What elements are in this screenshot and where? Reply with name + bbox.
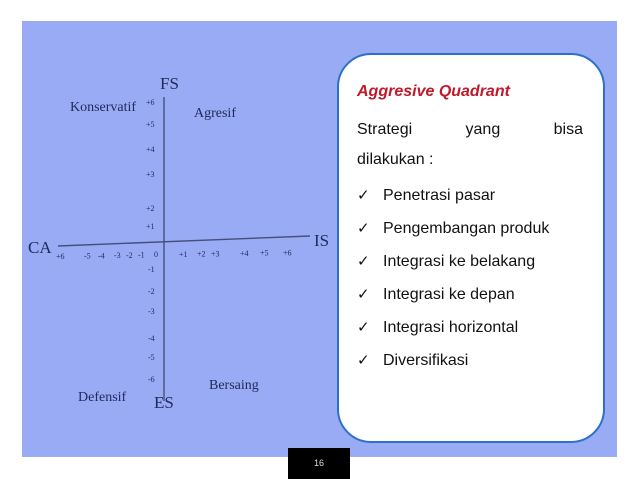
list-item-label: Integrasi ke belakang — [383, 253, 536, 270]
y-tick-label: -2 — [148, 287, 155, 296]
y-tick-label: +3 — [146, 170, 155, 179]
list-item-label: Penetrasi pasar — [383, 187, 496, 204]
x-tick-label: -2 — [126, 250, 133, 260]
intro-line-1 — [357, 115, 583, 145]
list-item — [357, 344, 583, 377]
intro-word: yang — [465, 121, 501, 138]
x-tick-label: -5 — [84, 251, 91, 261]
list-item — [357, 179, 583, 212]
y-tick-label: +6 — [146, 98, 155, 107]
y-tick-label: -3 — [148, 307, 155, 316]
list-item-label: Integrasi ke depan — [383, 286, 515, 303]
strategy-list — [357, 179, 583, 377]
y-axis-ticks — [146, 98, 155, 384]
y-tick-label: -5 — [148, 353, 155, 362]
x-tick-label: +1 — [179, 249, 188, 259]
axis-label-ca: CA — [28, 238, 52, 257]
card-title: Aggresive Quadrant — [357, 83, 510, 100]
check-icon: ✓ — [357, 319, 370, 336]
quadrant-label-bersaing: Bersaing — [209, 378, 259, 393]
x-tick-label: +6 — [283, 248, 292, 258]
list-item — [357, 311, 583, 344]
list-item — [357, 212, 583, 245]
y-tick-label: +5 — [146, 120, 155, 129]
check-icon: ✓ — [357, 220, 370, 237]
x-tick-label: +2 — [197, 249, 206, 259]
x-tick-label: +4 — [240, 249, 249, 258]
horizontal-axis — [58, 236, 310, 246]
check-icon: ✓ — [357, 253, 370, 270]
axis-label-es: ES — [154, 393, 174, 412]
slide-background — [22, 21, 617, 457]
list-item — [357, 245, 583, 278]
y-tick-label: +1 — [146, 222, 155, 231]
x-tick-label: -1 — [138, 250, 145, 260]
x-axis-ticks — [56, 248, 292, 261]
y-tick-label: -1 — [148, 265, 155, 274]
list-item-label: Diversifikasi — [383, 352, 469, 369]
quadrant-label-defensif: Defensif — [78, 390, 127, 405]
intro-word: bisa — [553, 121, 583, 138]
card-intro — [357, 115, 583, 175]
x-tick-label: 0 — [154, 250, 158, 260]
x-tick-label: -3 — [114, 251, 121, 261]
strategy-card — [337, 53, 605, 443]
axis-label-fs: FS — [160, 74, 179, 93]
list-item — [357, 278, 583, 311]
y-tick-label: -6 — [148, 375, 155, 384]
check-icon: ✓ — [357, 352, 370, 369]
page-number: 16 — [288, 448, 350, 479]
intro-word: Strategi — [357, 121, 413, 138]
y-tick-label: +2 — [146, 204, 155, 213]
quadrant-label-konservatif: Konservatif — [70, 100, 137, 115]
x-tick-label: +5 — [260, 248, 269, 258]
y-tick-label: -4 — [148, 334, 155, 343]
list-item-label: Pengembangan produk — [383, 220, 550, 237]
x-tick-label: +6 — [56, 252, 65, 261]
x-tick-label: -4 — [98, 251, 105, 261]
x-tick-label: +3 — [211, 249, 220, 259]
intro-line-2: dilakukan : — [357, 151, 434, 168]
list-item-label: Integrasi horizontal — [383, 319, 519, 336]
y-tick-label: +4 — [146, 145, 155, 154]
check-icon: ✓ — [357, 286, 370, 303]
axis-label-is: IS — [314, 231, 330, 250]
swot-quadrant-diagram — [22, 21, 337, 457]
quadrant-label-agresif: Agresif — [194, 106, 236, 121]
check-icon: ✓ — [357, 187, 370, 204]
